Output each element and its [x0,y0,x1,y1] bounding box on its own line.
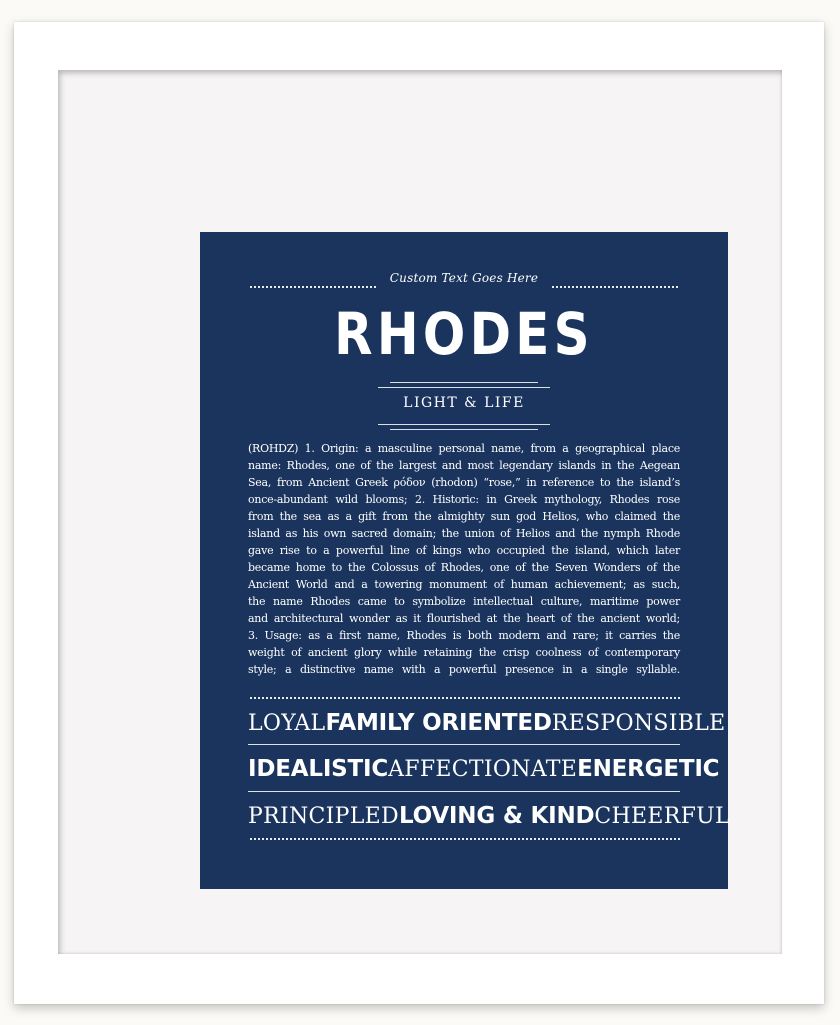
definition-line: island as his own sacred domain; the union of Helios and the nymph Rhode [248,527,680,540]
rule-below-meaning-2 [390,429,538,430]
trait-word: RESPONSIBLE [551,711,726,736]
picture-frame [14,22,824,1004]
rule-above-meaning-2 [378,387,550,388]
definition-line: style; a distinctive name with a powerful presence in a single syllable. [248,663,680,676]
name-definition [248,440,680,678]
dotted-divider-traits-bottom [250,838,680,840]
definition-line: Ancient World and a towering monument of human achievement; as such, [248,578,680,591]
definition-line: weight of ancient glory while retaining the crisp coolness of contemporary [248,646,680,659]
definition-line: name: Rhodes, one of the largest and most legendary islands in the Aegean [248,459,680,472]
trait-word: PRINCIPLED [248,804,399,829]
traits-divider-2 [248,791,680,792]
trait-word: LOYAL [248,711,326,736]
custom-text: Custom Text Goes Here [389,271,539,285]
definition-line: from the sea as a gift from the almighty sun god Helios, who claimed the [248,510,680,523]
traits-row-3 [248,801,730,832]
definition-line: 3. Usage: as a first name, Rhodes is both modern and rare; it carries the [248,629,680,642]
trait-word: IDEALISTIC [248,756,389,782]
definition-line: gave rise to a powerful line of kings who occupied the island, which later [248,544,680,557]
definition-line: the name Rhodes came to symbolize intellectual culture, maritime power [248,595,680,608]
dotted-divider-left [250,286,376,288]
definition-line: (ROHDZ) 1. Origin: a masculine personal name, from a geographical place [248,442,680,455]
definition-line: became home to the Colossus of Rhodes, one of the Seven Wonders of the [248,561,680,574]
rule-above-meaning-1 [390,382,538,383]
trait-word: LOVING & KIND [398,803,595,829]
dotted-divider-right [552,286,678,288]
rule-below-meaning-1 [378,424,550,425]
trait-word: CHEERFUL [594,804,730,829]
traits-divider-1 [248,744,680,745]
trait-word: FAMILY ORIENTED [325,710,552,736]
trait-word: AFFECTIONATE [388,757,578,782]
traits-row-2 [248,754,720,785]
name-meaning: LIGHT & LIFE [403,395,525,411]
definition-line: once-abundant wild blooms; 2. Historic: in Greek mythology, Rhodes rose [248,493,680,506]
frame-mat [58,70,782,954]
traits-row-1 [248,708,726,739]
definition-line: and architectural wonder as it flourished at the heart of the ancient world; [248,612,680,625]
definition-line: Sea, from Ancient Greek ρόδον (rhodon) “rose,” in reference to the island’s [248,476,680,489]
name-poster [200,232,728,889]
trait-word: ENERGETIC [577,756,720,782]
dotted-divider-traits-top [250,697,680,699]
poster-name-title: RHODES [334,300,594,368]
